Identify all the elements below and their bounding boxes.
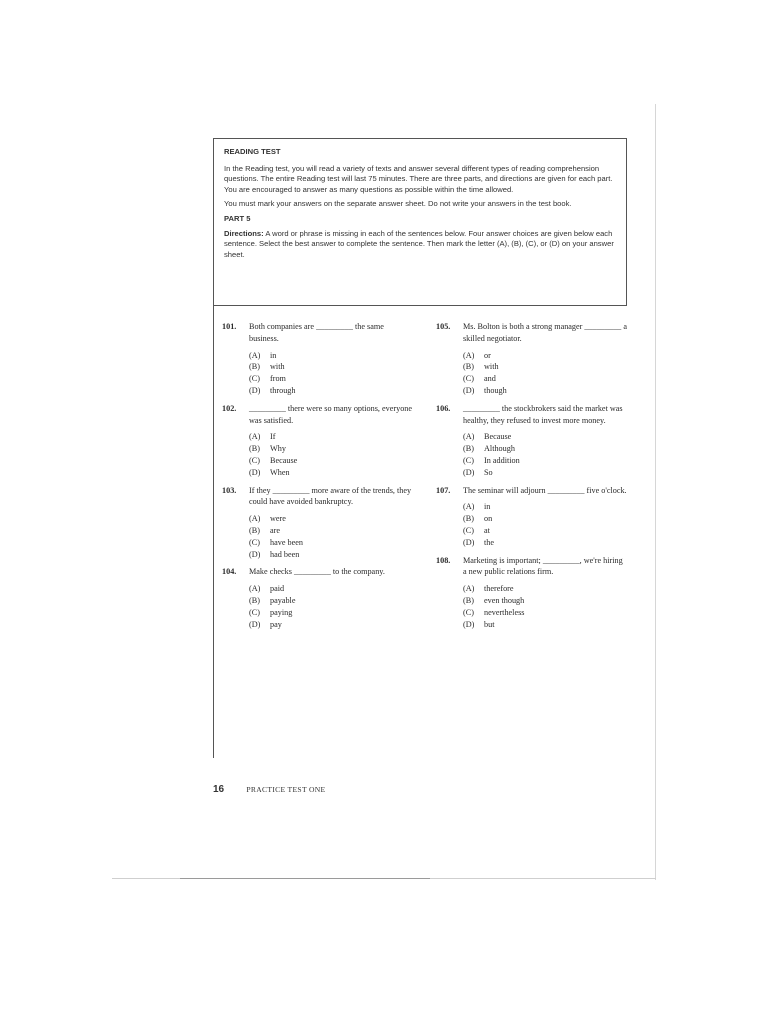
question-number: 106.: [436, 403, 451, 413]
option-text: nevertheless: [484, 607, 525, 617]
answer-option: [463, 525, 628, 537]
answer-option: [463, 455, 628, 467]
answer-option: [463, 583, 628, 595]
option-letter: (D): [249, 549, 261, 559]
instructions-box: [213, 138, 627, 306]
answer-options: [249, 513, 414, 560]
answer-option: [249, 583, 414, 595]
answer-option: [249, 373, 414, 385]
question-number: 107.: [436, 485, 451, 495]
option-text: therefore: [484, 584, 514, 594]
answer-option: [249, 443, 414, 455]
option-text: or: [484, 350, 491, 360]
answer-option: [463, 619, 628, 631]
question-item: [222, 403, 414, 479]
answer-option: [249, 549, 414, 561]
option-text: at: [484, 525, 490, 535]
answer-option: [463, 467, 628, 479]
answer-options: [249, 350, 414, 397]
option-letter: (B): [463, 514, 474, 524]
answer-options: [463, 350, 628, 397]
option-letter: (D): [249, 467, 261, 477]
option-letter: (A): [249, 584, 261, 594]
option-text: Because: [270, 455, 298, 465]
option-letter: (C): [463, 607, 474, 617]
answer-option: [463, 385, 628, 397]
option-letter: (B): [463, 595, 474, 605]
answer-option: [249, 385, 414, 397]
question-stem: _________ the stockbrokers said the market was healthy, they refused to invest more money.: [463, 403, 623, 425]
option-text: paying: [270, 607, 293, 617]
directions-text: A word or phrase is missing in each of the sentences below. Four answer choices are given below each sentence. Select the best answer to complete the sentence. Then mark the letter (A), (B), (C), or (D) on your answer sheet.: [224, 228, 614, 259]
answer-option: [463, 513, 628, 525]
question-stem: Both companies are _________ the same business.: [249, 322, 384, 343]
question-item: [436, 403, 628, 479]
left-margin-rule: [213, 306, 214, 758]
option-text: with: [270, 362, 285, 372]
answer-option: [249, 361, 414, 373]
answer-option: [463, 607, 628, 619]
option-text: in: [270, 350, 277, 360]
question-number: 105.: [436, 322, 451, 331]
directions-label: Directions:: [224, 228, 264, 238]
answer-options: [463, 501, 628, 548]
question-stem: If they _________ more aware of the trends, they could have avoided bankruptcy.: [249, 485, 412, 507]
option-text: even though: [484, 595, 525, 605]
page-edge: [655, 104, 656, 880]
intro-paragraph: In the Reading test, you will read a variety of texts and answer several different types of reading comprehension questions. The entire Reading test will last 75 minutes. There are three parts, and directions are given for each part. You are encouraged to answer as many questions as possible within the time allowed.: [224, 163, 613, 194]
option-letter: (C): [463, 455, 474, 465]
option-text: and: [484, 374, 496, 384]
question-stem: Ms. Bolton is both a strong manager _________ a skilled negotiator.: [463, 322, 627, 343]
answer-option: [249, 513, 414, 525]
option-text: Why: [270, 444, 286, 454]
question-stem: Make checks _________ to the company.: [249, 567, 385, 577]
question-number: 108.: [436, 555, 451, 565]
answer-option: [249, 467, 414, 479]
option-letter: (B): [249, 362, 260, 372]
answer-option: [463, 443, 628, 455]
answer-options: [463, 583, 628, 630]
question-number: 104.: [222, 567, 237, 577]
answer-option: [463, 501, 628, 513]
option-text: from: [270, 374, 286, 384]
answer-option: [249, 619, 414, 631]
option-letter: (B): [463, 444, 474, 454]
option-text: pay: [270, 619, 282, 629]
answer-option: [249, 595, 414, 607]
option-text: So: [484, 467, 493, 477]
option-text: were: [270, 514, 286, 524]
option-letter: (A): [249, 350, 261, 360]
page-number: 16: [213, 784, 225, 795]
answer-option: [249, 455, 414, 467]
question-item: [436, 485, 628, 549]
question-item: [222, 566, 414, 630]
page-footer: [213, 784, 325, 795]
option-text: paid: [270, 584, 285, 594]
option-text: though: [484, 385, 507, 395]
answer-option: [463, 595, 628, 607]
option-letter: (D): [463, 619, 475, 629]
option-letter: (C): [249, 374, 260, 384]
option-text: If: [270, 432, 276, 442]
option-letter: (D): [249, 385, 261, 395]
option-letter: (C): [249, 607, 260, 617]
page-shadow-line: [180, 878, 430, 879]
questions-column-right: [436, 321, 628, 636]
option-letter: (B): [249, 444, 260, 454]
option-text: In addition: [484, 455, 520, 465]
option-text: are: [270, 525, 280, 535]
option-letter: (A): [463, 432, 475, 442]
answer-option: [249, 607, 414, 619]
part-label: PART 5: [224, 213, 251, 223]
answer-option: [463, 537, 628, 549]
answer-option: [463, 373, 628, 385]
answer-option: [249, 350, 414, 362]
answer-options: [249, 583, 414, 630]
answer-option: [249, 431, 414, 443]
option-text: the: [484, 537, 495, 547]
option-text: on: [484, 514, 493, 524]
answer-sheet-paragraph: You must mark your answers on the separate answer sheet. Do not write your answers in the test book.: [224, 199, 572, 209]
option-text: Although: [484, 444, 515, 454]
option-text: Because: [484, 432, 512, 442]
question-number: 103.: [222, 485, 237, 495]
option-letter: (C): [249, 537, 260, 547]
option-text: When: [270, 467, 290, 477]
running-title: PRACTICE TEST ONE: [246, 785, 326, 794]
option-text: through: [270, 385, 296, 395]
answer-options: [463, 431, 628, 478]
option-letter: (D): [463, 537, 475, 547]
answer-option: [249, 525, 414, 537]
question-stem: _________ there were so many options, everyone was satisfied.: [249, 403, 413, 425]
answer-option: [463, 431, 628, 443]
question-stem: Marketing is important; _________, we're hiring a new public relations firm.: [463, 555, 623, 577]
question-item: [222, 321, 414, 397]
option-letter: (A): [463, 350, 475, 360]
option-letter: (D): [463, 467, 475, 477]
option-text: have been: [270, 537, 303, 547]
answer-option: [249, 537, 414, 549]
option-text: had been: [270, 549, 300, 559]
answer-options: [249, 431, 414, 478]
option-letter: (D): [463, 385, 475, 395]
option-letter: (C): [463, 374, 474, 384]
question-number: 101.: [222, 322, 237, 331]
section-heading: READING TEST: [224, 147, 281, 156]
option-letter: (A): [249, 432, 261, 442]
option-letter: (A): [249, 514, 261, 524]
option-text: in: [484, 502, 491, 512]
option-letter: (B): [249, 525, 260, 535]
answer-option: [463, 350, 628, 362]
question-stem: The seminar will adjourn _________ five o'clock.: [463, 485, 627, 495]
question-item: [436, 321, 628, 397]
option-text: with: [484, 362, 499, 372]
option-text: payable: [270, 595, 296, 605]
answer-option: [463, 361, 628, 373]
question-number: 102.: [222, 403, 237, 413]
option-letter: (A): [463, 584, 475, 594]
option-letter: (A): [463, 502, 475, 512]
option-letter: (B): [463, 362, 474, 372]
option-text: but: [484, 619, 495, 629]
question-item: [436, 555, 628, 631]
option-letter: (D): [249, 619, 261, 629]
questions-column-left: [222, 321, 414, 636]
directions-paragraph: [224, 229, 616, 261]
option-letter: (B): [249, 595, 260, 605]
question-item: [222, 485, 414, 561]
option-letter: (C): [463, 525, 474, 535]
option-letter: (C): [249, 455, 260, 465]
